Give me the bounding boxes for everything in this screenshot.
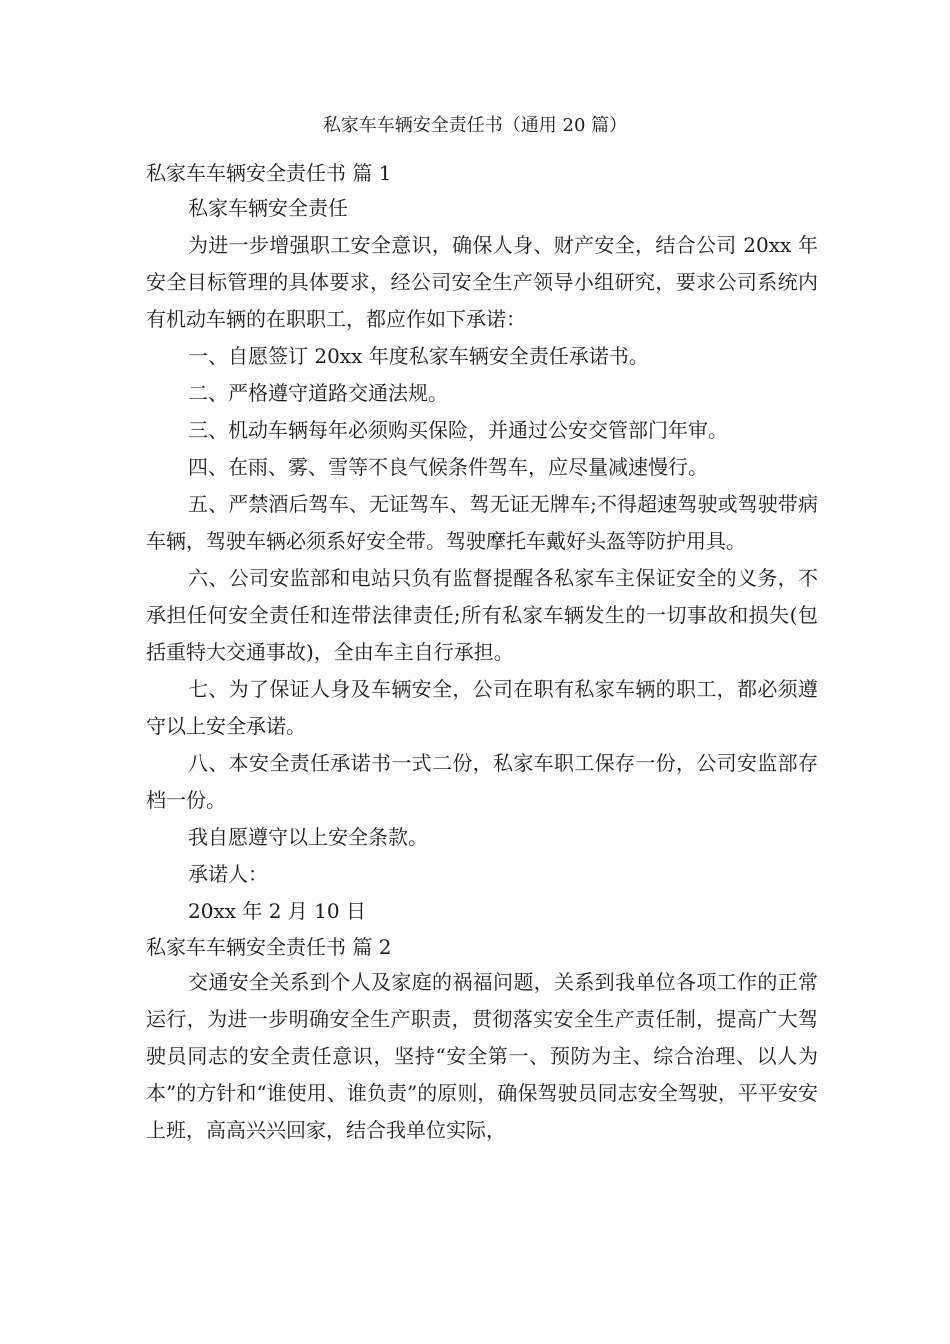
document-title: 私家车车辆安全责任书（通用 20 篇）: [322, 115, 628, 136]
section-1-heading: 私家车车辆安全责任书 篇 1: [146, 161, 392, 185]
section-2-intro-paragraph: 交通安全关系到个人及家庭的祸福问题，关系到我单位各项工作的正常运行，为进一步明确安全生产职责，贯彻落实安全生产责任制，提高广大驾驶员同志的安全责任意识，坚持“安全第一、预防为主、综合治理、以人为本”的方针和“谁使用、谁负责”的原则，确保驾驶员同志安全驾驶，平平安安上班，高高兴兴回家，结合我单位实际，: [146, 970, 818, 1142]
section-1-intro-paragraph: 为进一步增强职工安全意识，确保人身、财产安全，结合公司 20xx 年安全目标管理的具体要求，经公司安全生产领导小组研究，要求公司系统内有机动车辆的在职职工，都应作如下承诺：: [146, 233, 818, 331]
section-2-heading: 私家车车辆安全责任书 篇 2: [146, 935, 392, 959]
clause-7: 七、为了保证人身及车辆安全，公司在职有私家车辆的职工，都必须遵守以上安全承诺。: [146, 677, 818, 738]
document-body: [146, 156, 818, 1149]
signatory-label: 承诺人：: [188, 862, 268, 886]
section-1-subtitle: 私家车辆安全责任: [188, 196, 348, 220]
clause-1: 一、自愿签订 20xx 年度私家车辆安全责任承诺书。: [188, 344, 649, 368]
clause-2: 二、严格遵守道路交通法规。: [188, 381, 448, 405]
clause-8: 八、本安全责任承诺书一式二份，私家车职工保存一份，公司安监部存档一份。: [146, 751, 818, 812]
clause-3: 三、机动车辆每年必须购买保险，并通过公安交管部门年审。: [188, 418, 728, 442]
signature-date: 20xx 年 2 月 10 日: [188, 899, 366, 923]
compliance-statement: 我自愿遵守以上安全条款。: [188, 825, 428, 849]
clause-6: 六、公司安监部和电站只负有监督提醒各私家车主保证安全的义务，不承担任何安全责任和连带法律责任;所有私家车辆发生的一切事故和损失(包括重特大交通事故)，全由车主自行承担。: [146, 566, 818, 664]
clause-4: 四、在雨、雾、雪等不良气候条件驾车，应尽量减速慢行。: [188, 455, 708, 479]
clause-5: 五、严禁酒后驾车、无证驾车、驾无证无牌车;不得超速驾驶或驾驶带病车辆，驾驶车辆必须系好安全带。驾驶摩托车戴好头盔等防护用具。: [146, 492, 818, 553]
